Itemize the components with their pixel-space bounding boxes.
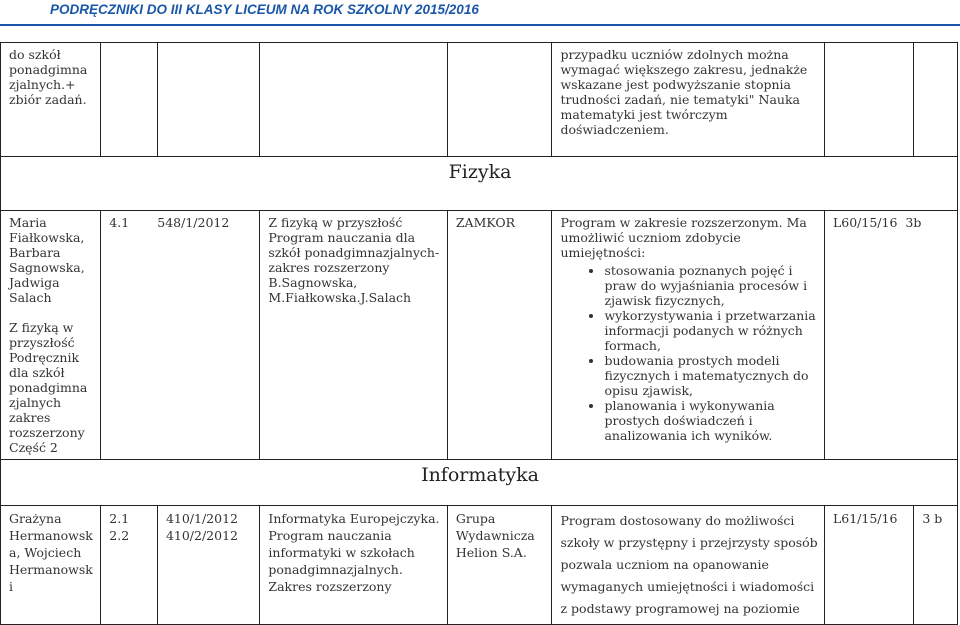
- list-item: • stosowania poznanych pojęć i praw do wyjaśniania procesów i zjawisk fizycznych,: [604, 263, 817, 308]
- table-row: [1, 211, 958, 460]
- page-header: [0, 0, 960, 40]
- cell-approval: 410/1/2012 410/2/2012: [157, 506, 259, 625]
- cell-code: L61/15/16: [824, 506, 913, 625]
- cell-description: Program dostosowany do możliwości szkoły w przystępny i przejrzysty sposób pozwala uczniom na opanowanie wymaganych umiejętności i wiadomości z podstawy programowej na poziomie: [552, 506, 824, 625]
- cell-approval: 4.1 548/1/2012: [101, 211, 260, 460]
- section-row-informatyka: [1, 460, 958, 506]
- cell-numbers: 2.1 2.2: [101, 506, 158, 625]
- cell-authors: Grażyna Hermanowsk a, Wojciech Hermanowsk i: [1, 506, 101, 625]
- cell-book-continued: do szkół ponadgimna zjalnych.+ zbiór zadań.: [1, 43, 101, 157]
- list-item: • planowania i wykonywania prostych doświadczeń i analizowania ich wyników.: [604, 398, 817, 443]
- cell-code-class: L60/15/16 3b: [824, 211, 957, 460]
- section-title-fizyka: Fizyka: [1, 157, 958, 211]
- list-item: • wykorzystywania i przetwarzania informacji podanych w różnych formach,: [604, 308, 817, 353]
- cell-authors: Maria Fiałkowska, Barbara Sagnowska, Jadwiga Salach Z fizyką w przyszłość Podręcznik dla szkół ponadgimna zjalnych zakres rozszerzony Część 2: [1, 211, 101, 460]
- section-row-fizyka: [1, 157, 958, 211]
- section-title-informatyka: Informatyka: [1, 460, 958, 506]
- cell-program: Informatyka Europejczyka. Program nauczania informatyki w szkołach ponadgimnazjalnych. Zakres rozszerzony: [260, 506, 447, 625]
- header-rule: [0, 24, 960, 26]
- table-row: [1, 506, 958, 625]
- skills-list: [560, 263, 817, 443]
- list-item: • budowania prostych modeli fizycznych i matematycznych do opisu zjawisk,: [604, 353, 817, 398]
- cell-publisher: ZAMKOR: [447, 211, 552, 460]
- cell-description-continued: przypadku uczniów zdolnych można wymagać większego zakresu, jednakże wskazane jest podwyższanie stopnia trudności zadań, nie tematyki" Nauka matematyki jest twórczym doświadczeniem.: [552, 43, 824, 157]
- cell-class: 3 b: [914, 506, 958, 625]
- cell-description: Program w zakresie rozszerzonym. Ma umożliwić uczniom zdobycie umiejętności: • stosowania poznanych pojęć i praw do wyjaśniania procesów i zjawisk fizycznych, • wykorzystywania i przetwarzania informacji podanych w różnych formach, • budowania prostych modeli fizycznych i matematycznych do opisu zjawisk, • planowania i wykonywania prostych doświadczeń i analizowania ich wyników.: [552, 211, 824, 460]
- textbook-table: [0, 42, 958, 625]
- cell-publisher: Grupa Wydawnicza Helion S.A.: [447, 506, 552, 625]
- page-title: PODRĘCZNIKI DO III KLASY LICEUM NA ROK SZKOLNY 2015/2016: [50, 2, 479, 17]
- cell-program: Z fizyką w przyszłość Program nauczania dla szkół ponadgimnazjalnych- zakres rozszerzony B.Sagnowska, M.Fiałkowska.J.Salach: [260, 211, 447, 460]
- table-row: [1, 43, 958, 157]
